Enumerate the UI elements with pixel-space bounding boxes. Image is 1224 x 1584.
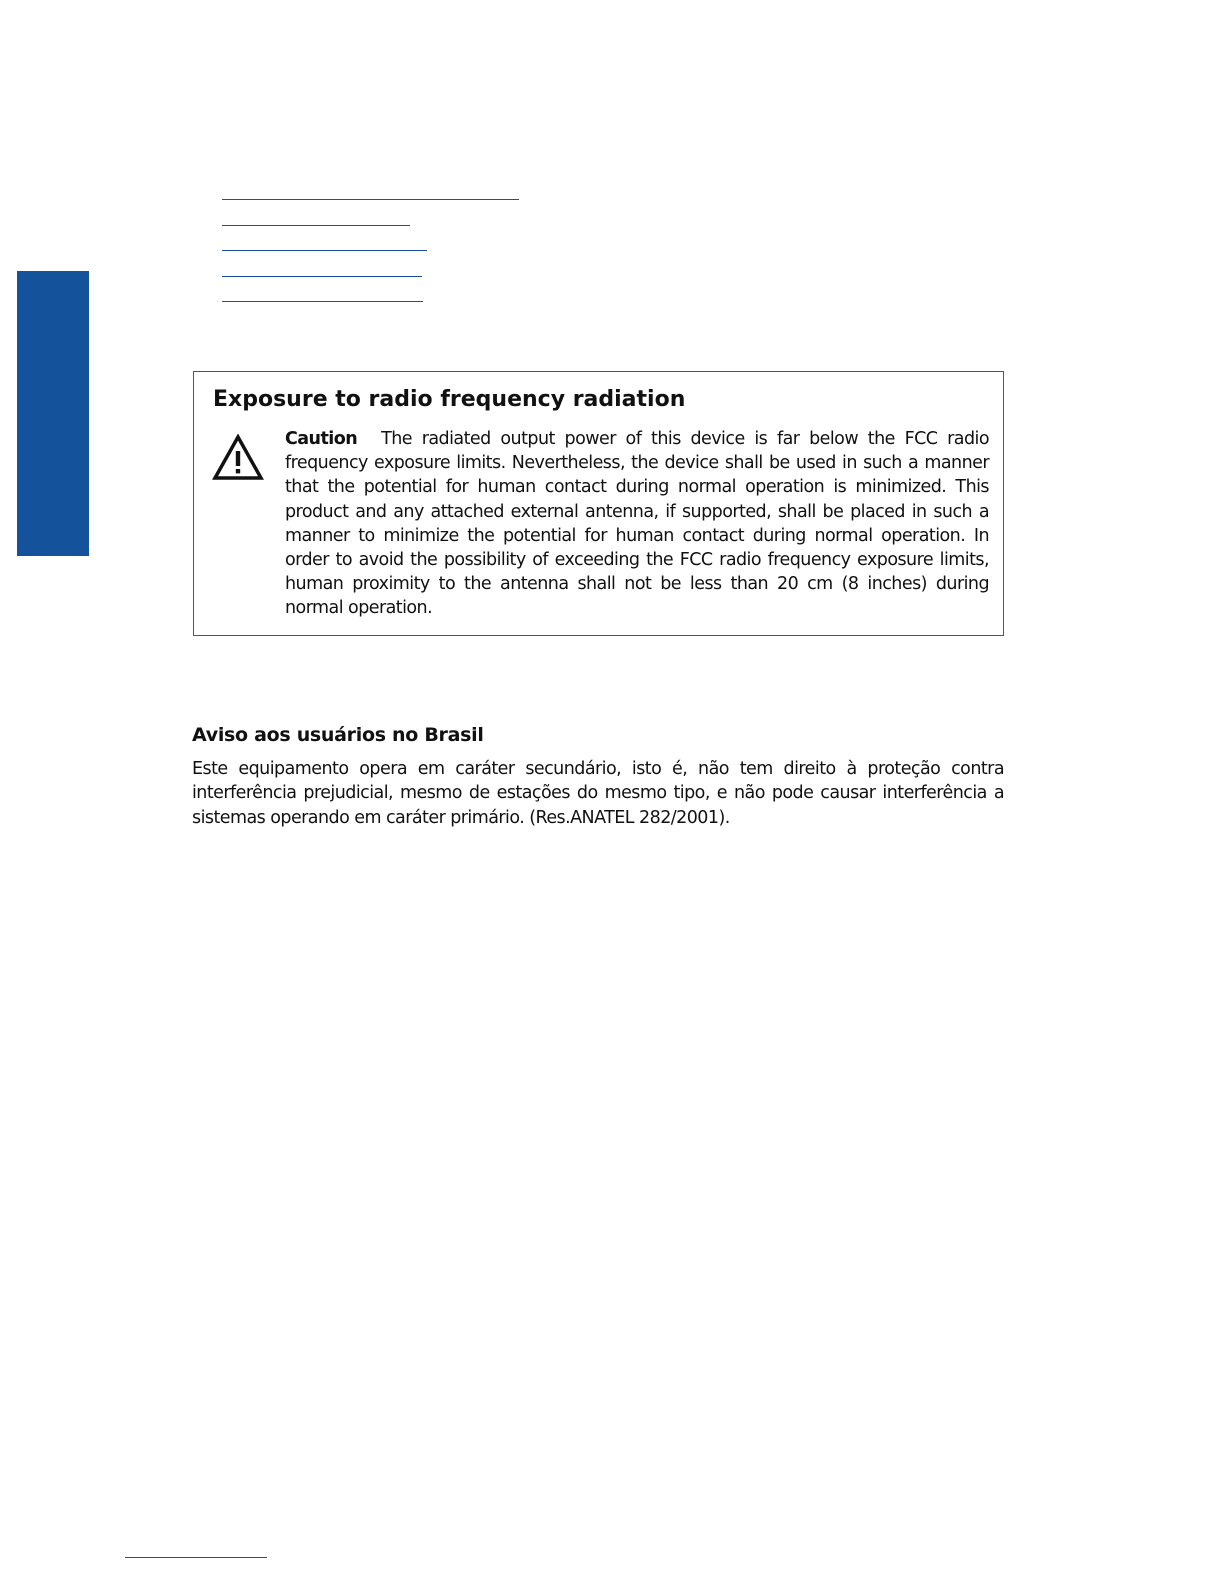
toc-link-5[interactable] xyxy=(222,301,423,302)
notice-title: Exposure to radio frequency radiation xyxy=(213,387,686,412)
notice-body-text: The radiated output power of this device is far below the FCC radio frequency exposure limits. Nevertheless, the device shall be used in such a manner that the potential for human contact during normal operation is minimized. This product and any attached external antenna, if supported, shall be placed in such a manner to minimize the potential for human contact during normal operation. In order to avoid the possibility of exceeding the FCC radio frequency exposure limits, human proximity to the antenna shall not be less than 20 cm (8 inches) during normal operation. xyxy=(285,429,989,619)
toc-link-4[interactable] xyxy=(222,276,422,277)
brazil-notice-body: Este equipamento opera em caráter secundário, isto é, não tem direito à proteção contra interferência prejudicial, mesmo de estações do mesmo tipo, e não pode causar interferência a sistemas operando em caráter primário. (Res.ANATEL 282/2001). xyxy=(192,759,1004,828)
toc-link-3[interactable] xyxy=(222,250,427,251)
brazil-notice-heading: Aviso aos usuários no Brasil xyxy=(192,724,484,746)
rf-exposure-notice-box xyxy=(193,371,1004,636)
toc-link-1[interactable] xyxy=(222,199,519,200)
footer-link[interactable] xyxy=(125,1557,267,1558)
chapter-side-tab xyxy=(17,271,89,556)
caution-label: Caution xyxy=(285,429,358,449)
warning-icon xyxy=(212,434,264,482)
notice-body xyxy=(285,427,989,621)
toc-link-2[interactable] xyxy=(222,225,410,226)
